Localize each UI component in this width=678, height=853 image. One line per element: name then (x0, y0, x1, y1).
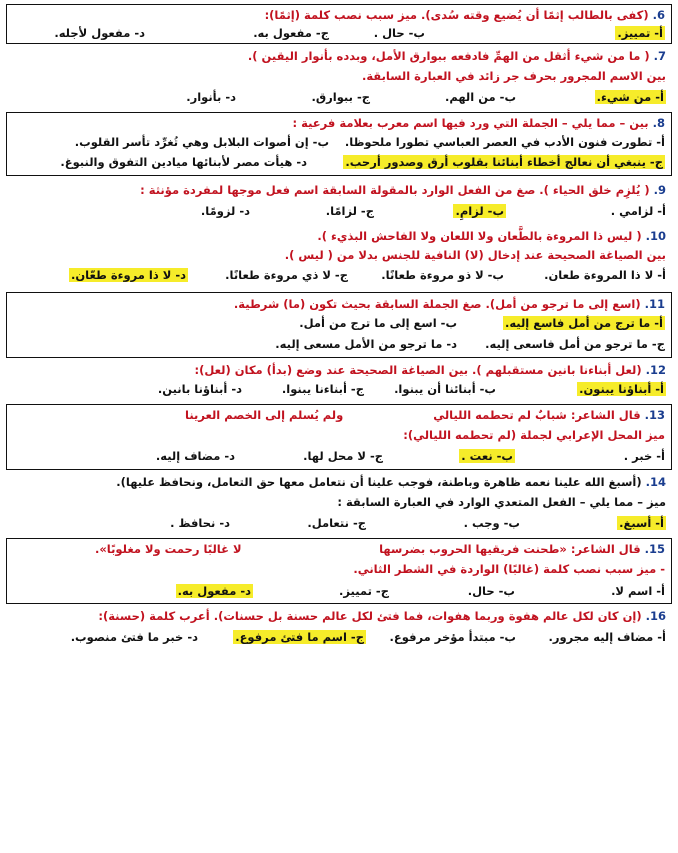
question-15 (6, 538, 672, 604)
question-13 (6, 404, 672, 470)
option-d[interactable]: د- ما ترجو من الأمل مسعى إليه. (275, 337, 457, 351)
option-b[interactable]: ب- إن أصوات البلابل وهي تُغرِّد تأسر القلوب. (74, 135, 329, 149)
option-c[interactable]: ج- اسم ما فتئ مرفوع. (235, 630, 364, 644)
option-a[interactable]: أ- أبناؤنا يبنون. (579, 382, 664, 396)
option-b[interactable]: ب- حال . (373, 26, 425, 40)
question-stem: (أسبغ الله علينا نعمه ظاهرة وباطنة، فوجب علينا أن نتعامل معها حق التعامل، ونحافظ عليها). (116, 475, 642, 489)
option-d[interactable]: د- مضاف إليه. (155, 449, 235, 463)
option-c[interactable]: ج- مفعول به. (253, 26, 329, 40)
option-b[interactable]: ب- نعت . (461, 449, 513, 463)
question-stem: ( ليس ذا المروءة بالطَّعان ولا اللعان ولا الفاحش البذيء ). (317, 229, 642, 243)
question-sub: بين الاسم المجرور بحرف جر زائد في العبارة السابقة. (361, 69, 666, 83)
option-d[interactable]: د- مفعول لأجله. (54, 26, 145, 40)
verse-second-half: ولم يُسلم إلى الخصم العرينا (185, 408, 344, 422)
option-d[interactable]: د- مفعول به. (177, 584, 251, 598)
question-14 (6, 472, 672, 536)
option-a[interactable]: أ- تمييز. (617, 26, 663, 40)
option-b[interactable]: ب- أبنائنا أن يبنوا. (394, 382, 496, 396)
question-11 (6, 292, 672, 358)
options-row (14, 516, 666, 532)
question-9 (6, 180, 672, 224)
question-number: 12. (645, 363, 666, 377)
question-number: 13. (644, 408, 665, 422)
option-d[interactable]: د- خبر ما فتئ منصوب. (70, 630, 198, 644)
option-d[interactable]: د- أبناؤنا بانين. (157, 382, 242, 396)
question-number: 10. (645, 229, 666, 243)
question-stem: بين – مما يلي – الجملة التي ورد فيها اسم معرب بعلامة فرعية : (292, 116, 649, 130)
option-a[interactable]: أ- خبر . (623, 449, 665, 463)
question-stem: ( يُلزِم خلق الحياء ). صغ من الفعل الوارد بالمقولة السابقة اسم فعل موجها لمفردة مؤنثة : (140, 183, 650, 197)
question-10 (6, 226, 672, 288)
option-c[interactable]: ج- لزامًا. (325, 204, 374, 218)
option-b[interactable]: ب- لزامِ. (455, 204, 504, 218)
options-row (14, 204, 666, 220)
options-row (14, 90, 666, 106)
options-row (14, 268, 666, 284)
question-number: 14. (645, 475, 666, 489)
options-row (15, 337, 665, 353)
question-stem: (اسع إلى ما ترجو من أمل). صغ الجملة السابقة بحيث تكون (ما) شرطية. (233, 297, 641, 311)
option-b[interactable]: ب- حال. (467, 584, 515, 598)
option-a[interactable]: أ- تطورت فنون الأدب في العصر العباسي تطورا ملحوظا. (344, 135, 665, 149)
option-c[interactable]: ج- نتعامل. (307, 516, 366, 530)
question-sub: ميز المحل الإعرابي لجملة (لم تحطمه الليالي): (403, 428, 665, 442)
option-a[interactable]: أ- لزامي . (610, 204, 666, 218)
question-stem-prefix: قال الشاعر: (570, 542, 641, 556)
question-8 (6, 112, 672, 176)
options-row (15, 449, 665, 465)
question-sub: ميز – مما يلي – الفعل المتعدي الوارد في العبارة السابقة : (337, 495, 666, 509)
question-stem: (لعل أبناءنا بانين مستقبلهم ). بين الصياغة الصحيحة عند وضع (بدأ) مكان (لعل): (194, 363, 642, 377)
option-a[interactable]: أ- اسم لا. (611, 584, 665, 598)
option-d[interactable]: د- بأنوار. (186, 90, 236, 104)
question-stem: (إن كان لكل عالم هفوة وربما هفوات، فما فتئ لكل عالم حسنة بل حسنات). أعرب كلمة (حسنة): (98, 609, 642, 623)
option-c[interactable]: ج- تمييز. (338, 584, 389, 598)
question-number: 7. (653, 49, 666, 63)
question-stem: (كفى بالطالب إثمًا أن يُضيع وقته سُدى). ميز سبب نصب كلمة (إثمًا): (264, 8, 649, 22)
verse-first-half: «طحنت فريقيها الحروب بضرسها (379, 542, 567, 556)
question-number: 16. (645, 609, 666, 623)
option-c[interactable]: ج- لا محل لها. (303, 449, 383, 463)
option-a[interactable]: أ- لا ذا المروءة طعان. (544, 268, 666, 282)
question-stem: ( ما من شيء أثقل من الهمِّ فادفعه ببوارق الأمل، وبدده بأنوار اليقين ). (247, 49, 650, 63)
option-b[interactable]: ب- من الهم. (444, 90, 516, 104)
option-a[interactable]: أ- أسبغ. (619, 516, 664, 530)
question-12 (6, 360, 672, 402)
options-row (14, 382, 666, 398)
question-number: 11. (644, 297, 665, 311)
option-c[interactable]: ج- ببوارق. (311, 90, 370, 104)
option-c[interactable]: ج- أبناءنا يبنوا. (281, 382, 364, 396)
options-row (15, 26, 665, 42)
question-number: 15. (644, 542, 665, 556)
options-row (14, 630, 666, 646)
question-16 (6, 606, 672, 650)
option-c[interactable]: ج- لا ذي مروءة طعانًا. (225, 268, 348, 282)
question-sub: - ميز سبب نصب كلمة (غالبًا) الواردة في الشطر الثاني. (353, 562, 665, 576)
question-stem-prefix: قال الشاعر: (570, 408, 641, 422)
option-b[interactable]: ب- لا ذو مروءة طعانًا. (381, 268, 504, 282)
option-c[interactable]: ج- ينبغي أن نعالج أخطاء أبنائنا بقلوب أرق وصدور أرحب. (345, 155, 663, 169)
option-d[interactable]: د- لزومًا. (200, 204, 250, 218)
option-d[interactable]: د- نحافظ . (170, 516, 230, 530)
question-number: 9. (653, 183, 666, 197)
option-b[interactable]: ب- وجب . (463, 516, 520, 530)
question-sub: بين الصياغة الصحيحة عند إدخال (لا) النافية للجنس بدلا من ( ليس ). (284, 248, 666, 262)
options-row (15, 316, 665, 332)
option-a[interactable]: أ- من شيء. (596, 90, 664, 104)
options-row (15, 584, 665, 600)
question-number: 8. (652, 116, 665, 130)
question-7 (6, 46, 672, 110)
option-b[interactable]: ب- اسع إلى ما ترج من أمل. (299, 316, 457, 330)
question-6 (6, 4, 672, 44)
verse-first-half: شبابٌ لم تحطمه الليالي (433, 408, 567, 422)
option-b[interactable]: ب- مبتدأ مؤخر مرفوع. (389, 630, 516, 644)
options-row (15, 135, 665, 151)
option-d[interactable]: د- هيأت مصر لأبنائها ميادين التفوق والنبوغ. (60, 155, 307, 169)
options-row (15, 155, 665, 171)
option-a[interactable]: أ- مضاف إليه مجرور. (548, 630, 666, 644)
option-a[interactable]: أ- ما ترج من أمل فاسع إليه. (504, 316, 663, 330)
question-number: 6. (652, 8, 665, 22)
verse-second-half: لا غالبًا رحمت ولا مغلوبًا». (95, 542, 242, 556)
option-d[interactable]: د- لا ذا مروءة طعّان. (70, 268, 186, 282)
option-c[interactable]: ج- ما ترجو من أمل فاسعى إليه. (485, 337, 665, 351)
